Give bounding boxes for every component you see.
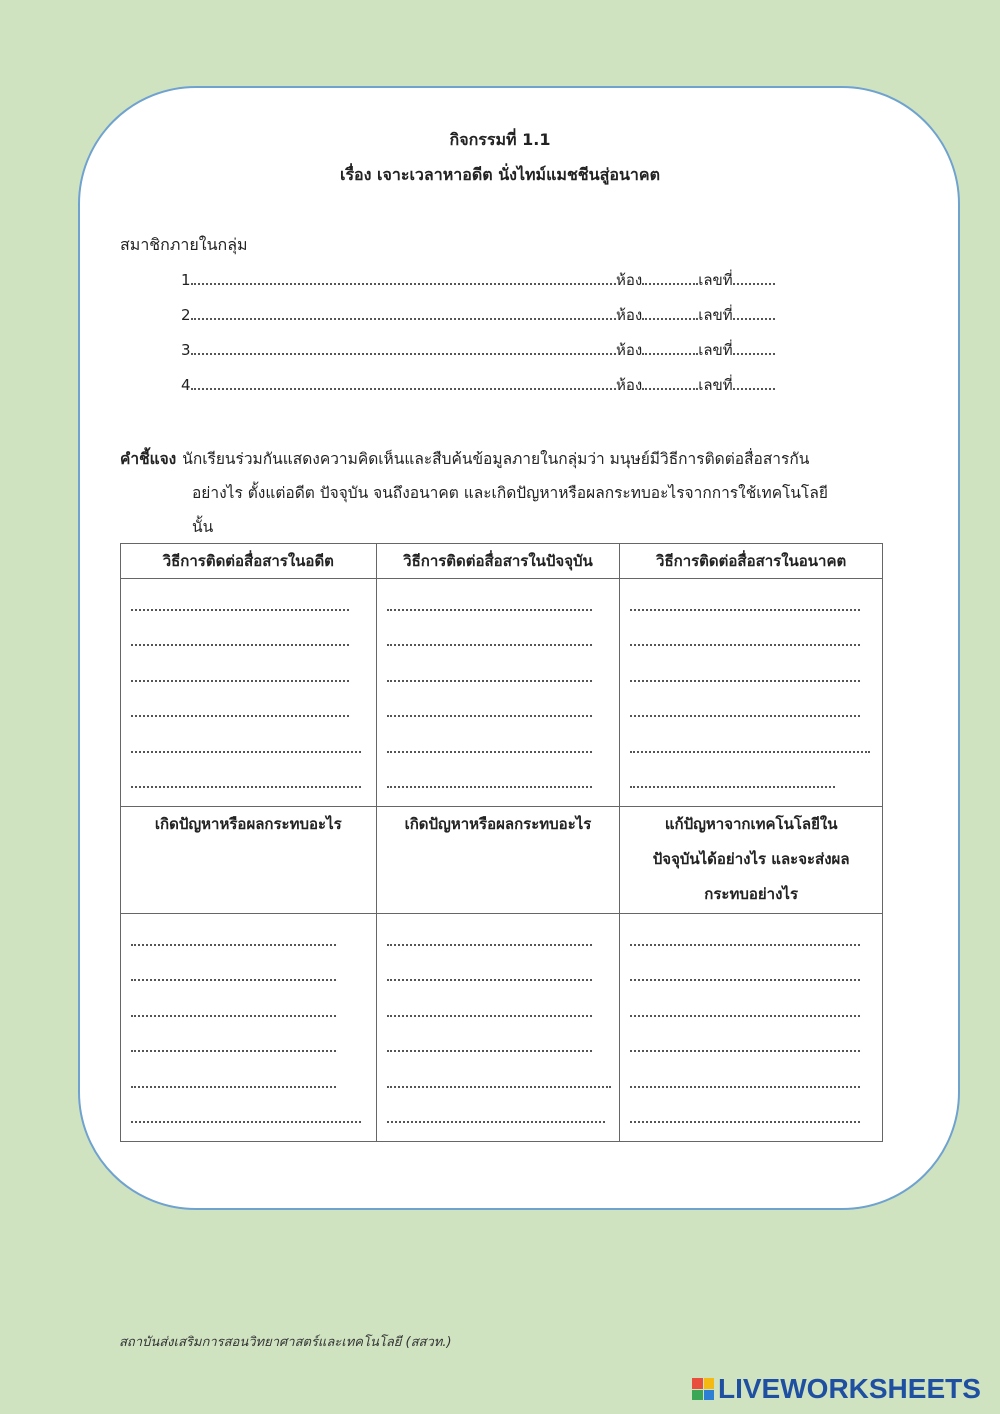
- room-label: ห้อง: [616, 341, 643, 359]
- number-label: เลขที่: [698, 306, 733, 324]
- number-blank[interactable]: [733, 269, 775, 285]
- room-label: ห้อง: [616, 271, 643, 289]
- number-label: เลขที่: [698, 271, 733, 289]
- member-number: 2: [181, 306, 191, 324]
- number-blank[interactable]: [733, 339, 775, 355]
- activity-title: กิจกรรมที่ 1.1: [449, 130, 551, 149]
- name-blank[interactable]: [191, 339, 616, 355]
- liveworksheets-icon: [692, 1378, 714, 1400]
- name-blank[interactable]: [191, 304, 616, 320]
- answer-cell-present-impact[interactable]: [376, 914, 620, 1142]
- header-future-solution: [620, 807, 883, 914]
- members-label: สมาชิกภายในกลุ่ม: [120, 235, 248, 254]
- answer-cell-past[interactable]: [121, 579, 377, 807]
- number-blank[interactable]: [733, 374, 775, 390]
- instructions-line-3: นั้น: [192, 518, 214, 536]
- header-future: วิธีการติดต่อสื่อสารในอนาคต: [620, 544, 883, 579]
- liveworksheets-logo: [692, 1374, 981, 1404]
- room-blank[interactable]: [642, 304, 698, 320]
- name-blank[interactable]: [191, 269, 616, 285]
- room-blank[interactable]: [642, 374, 698, 390]
- header-future-solution-line-2: ปัจจุบันได้อย่างไร และจะส่งผล: [652, 850, 850, 868]
- room-label: ห้อง: [616, 306, 643, 324]
- member-row-1[interactable]: [181, 268, 801, 290]
- number-label: เลขที่: [698, 376, 733, 394]
- instructions: [120, 442, 884, 544]
- brand-name: LIVEWORKSHEETS: [718, 1373, 981, 1404]
- room-label: ห้อง: [616, 376, 643, 394]
- activity-subtitle: เรื่อง เจาะเวลาหาอดีต นั่งไทม์แมชชีนสู่อนาคต: [339, 165, 660, 184]
- member-number: 1: [181, 271, 191, 289]
- member-number: 4: [181, 376, 191, 394]
- member-number: 3: [181, 341, 191, 359]
- answer-cell-present[interactable]: [376, 579, 620, 807]
- header-past: วิธีการติดต่อสื่อสารในอดีต: [121, 544, 377, 579]
- member-row-4[interactable]: [181, 373, 801, 395]
- header-future-solution-line-1: แก้ปัญหาจากเทคโนโลยีใน: [664, 815, 838, 833]
- header-present: วิธีการติดต่อสื่อสารในปัจจุบัน: [376, 544, 620, 579]
- answer-cell-future[interactable]: [620, 579, 883, 807]
- number-blank[interactable]: [733, 304, 775, 320]
- room-blank[interactable]: [642, 339, 698, 355]
- header-future-solution-line-3: กระทบอย่างไร: [704, 885, 799, 903]
- header-present-impact: เกิดปัญหาหรือผลกระทบอะไร: [376, 807, 620, 914]
- activity-table: [120, 543, 883, 1142]
- answer-cell-future-solution[interactable]: [620, 914, 883, 1142]
- name-blank[interactable]: [191, 374, 616, 390]
- instructions-line-1: นักเรียนร่วมกันแสดงความคิดเห็นและสืบค้นข้อมูลภายในกลุ่มว่า มนุษย์มีวิธีการติดต่อสื่อสารกัน: [182, 450, 810, 468]
- member-row-3[interactable]: [181, 338, 801, 360]
- instructions-label: คำชี้แจง: [120, 450, 177, 468]
- room-blank[interactable]: [642, 269, 698, 285]
- header-past-impact: เกิดปัญหาหรือผลกระทบอะไร: [121, 807, 377, 914]
- footer-credit: สถาบันส่งเสริมการสอนวิทยาศาสตร์และเทคโนโลยี (สสวท.): [119, 1335, 452, 1350]
- instructions-line-2: อย่างไร ตั้งแต่อดีต ปัจจุบัน จนถึงอนาคต และเกิดปัญหาหรือผลกระทบอะไรจากการใช้เทคโนโลยี: [192, 484, 828, 502]
- member-row-2[interactable]: [181, 303, 801, 325]
- number-label: เลขที่: [698, 341, 733, 359]
- answer-cell-past-impact[interactable]: [121, 914, 377, 1142]
